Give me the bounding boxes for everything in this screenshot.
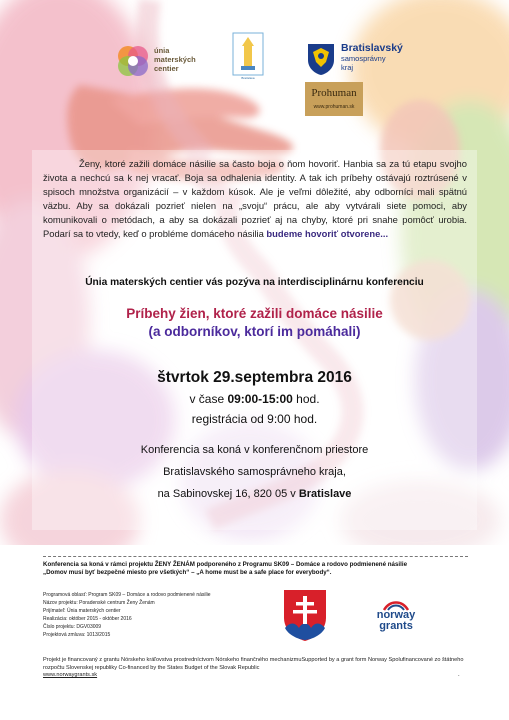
project-line1: Konferencia sa koná v rámci projektu ŽENY ŽENÁM podporeného z Programu SK09 – Domáce a rodovo podmienené násilie: [43, 561, 408, 568]
unia-logo-line2: materských: [154, 55, 196, 64]
venue-line1: Konferencia sa koná v konferenčnom priestore: [140, 444, 369, 456]
event-date: štvrtok 29.septembra 2016: [157, 369, 352, 386]
detail-realization: Realizácia: október 2015 - október 2016: [43, 616, 132, 622]
unia-logo-line3: centier: [154, 64, 179, 73]
venue-city: Bratislave: [298, 488, 352, 500]
venue-line3: [0, 488, 509, 500]
event-time: [0, 392, 509, 406]
grants-text: grants: [379, 620, 413, 632]
project-line2: „Domov musí byť bezpečné miesto pre všetkých“ – „A home must be a safe place for everybody“.: [43, 569, 332, 576]
norway-text: norway: [376, 609, 416, 621]
invitation-line: Únia materských centier vás pozýva na interdisciplinárnu konferenciu: [85, 277, 424, 288]
bsk-line3: kraj: [341, 63, 354, 72]
detail-contract: Projektová zmluva: 1013/2015: [43, 632, 111, 638]
norway-grants-logo: [366, 600, 426, 634]
bsk-line2: samosprávny: [341, 54, 386, 63]
project-details: [43, 591, 273, 639]
bsk-logo: [306, 42, 416, 78]
conference-title-line2: (a odborníkov, ktorí im pomáhali): [148, 324, 361, 339]
unia-logo: [114, 42, 224, 86]
bsk-title: Bratislavský: [341, 42, 403, 54]
footer-dot: .: [458, 672, 460, 678]
time-suffix: hod.: [292, 392, 320, 406]
intro-highlight: budeme hovoriť otvorene...: [266, 228, 389, 239]
slovak-coat-of-arms-icon: [282, 588, 328, 642]
detail-project-number: Číslo projektu: DGV03009: [43, 624, 102, 630]
venue-line2: Bratislavského samosprávneho kraja,: [163, 466, 346, 478]
bratislava-tower-logo: [232, 32, 264, 82]
intro-text: Ženy, ktoré zažili domáce násilie sa často boja o ňom hovoriť. Hanbia sa za tú etapu svojho života a nechcú sa k nej vracať. Boja sa odhalenia identity. A tak ich príbehy ostávajú roztrúsené v spisoch množstva organizácií – v každom kúsok. Ale je veľmi dôležité, aby odborníci mali spätnú väzbu. Aby sa dokázali pozrieť nielen na „svoju“ prácu, ale aby vytvárali siete pomoci, aby komunikovali o metódach, a aby sa dokázali pozrieť aj na chyby, ktoré pri snahe pomôcť urobia. Podarí sa to vtedy, keď o probléme domáceho násilia: [43, 158, 467, 239]
registration-time: registrácia od 9:00 hod.: [191, 412, 318, 426]
unia-logo-icon: [114, 42, 152, 80]
funding-statement: Projekt je financovaný z grantu Nórskeho kráľovstva prostredníctvom Nórskeho finančného mechanizmuSupported by a grant form Norway Spolufinancované zo štátneho rozpočtu Slovenskej republiky Co-financed by the States Budget of the Slovak Republic: [43, 657, 464, 671]
venue-address: na Sabinovskej 16, 820 05 v: [157, 488, 299, 500]
bsk-coat-of-arms-icon: [306, 42, 336, 76]
footer-divider: [43, 556, 468, 557]
conference-title-line1: Príbehy žien, ktoré zažili domáce násilie: [126, 306, 383, 321]
time-value: 09:00-15:00: [227, 392, 293, 406]
time-prefix: v čase: [189, 392, 228, 406]
website-link[interactable]: www.norwaygrants.sk: [43, 672, 98, 678]
detail-recipient: Prijímateľ: Únia materských centier: [43, 608, 121, 614]
bratislava-tower-icon: [232, 32, 264, 76]
unia-logo-line1: únia: [154, 46, 170, 55]
prohuman-name: Prohuman: [311, 87, 357, 99]
detail-program: Programová oblasť: Program SK09 – Domáce a rodovo podmienené násilie: [43, 592, 211, 598]
intro-paragraph: [43, 157, 467, 241]
tower-caption: Bratislava: [241, 76, 255, 80]
prohuman-logo: [305, 82, 363, 116]
prohuman-url: www.prohuman.sk: [313, 104, 355, 110]
detail-project-name: Názov projektu: Poradenské centrum Ženy Ženám: [43, 600, 155, 606]
